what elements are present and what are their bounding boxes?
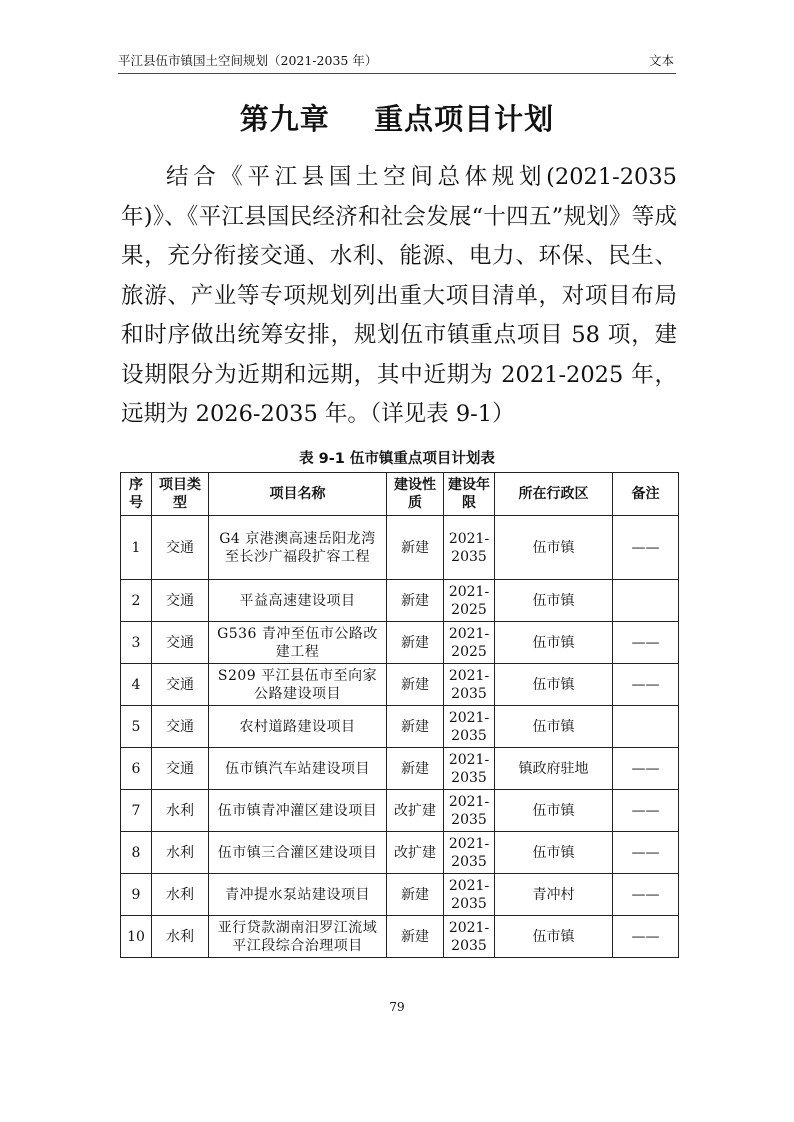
cell-nature: 新建 (387, 748, 444, 790)
col-header-number: 序号 (121, 473, 152, 516)
cell-district: 青冲村 (495, 874, 613, 916)
table-caption: 表 9-1 伍市镇重点项目计划表 (299, 451, 495, 467)
cell-district: 伍市镇 (495, 706, 613, 748)
col-header-remark: 备注 (613, 473, 679, 516)
cell-type: 交通 (152, 706, 209, 748)
cell-remark (613, 580, 679, 622)
body-paragraph: 结合《平江县国土空间总体规划(2021-2035 年)》、《平江县国民经济和社会发展“十四五”规划》等成果，充分衔接交通、水利、能源、电力、环保、民生、旅游、产业等专项规划列出重大项目清单，对项目布局和时序做出统筹安排，规划伍市镇重点项目 58 项，建设期限分为近期和远期，其中近期为 2021-2025 年，远期为 2026-2035 年。（详见表 9-1） (121, 164, 677, 427)
col-header-district: 所在行政区 (495, 473, 613, 516)
col-header-period: 建设年限 (444, 473, 495, 516)
cell-remark: —— (613, 916, 679, 958)
table-row (121, 916, 679, 958)
cell-district: 伍市镇 (495, 832, 613, 874)
cell-number: 6 (121, 748, 152, 790)
project-table (120, 472, 679, 958)
table-row (121, 832, 679, 874)
cell-name: 农村道路建设项目 (209, 706, 387, 748)
cell-period: 2021-2035 (444, 748, 495, 790)
cell-type: 交通 (152, 516, 209, 580)
cell-nature: 新建 (387, 580, 444, 622)
cell-period: 2021-2035 (444, 916, 495, 958)
cell-district: 镇政府驻地 (495, 748, 613, 790)
cell-period: 2021-2025 (444, 580, 495, 622)
cell-period: 2021-2035 (444, 790, 495, 832)
cell-nature: 新建 (387, 874, 444, 916)
cell-remark: —— (613, 516, 679, 580)
cell-name: 亚行贷款湖南汨罗江流域平江段综合治理项目 (209, 916, 387, 958)
cell-district: 伍市镇 (495, 622, 613, 664)
cell-remark: —— (613, 874, 679, 916)
cell-number: 4 (121, 664, 152, 706)
col-header-nature: 建设性质 (387, 473, 444, 516)
cell-name: 青冲提水泵站建设项目 (209, 874, 387, 916)
cell-district: 伍市镇 (495, 580, 613, 622)
cell-number: 10 (121, 916, 152, 958)
cell-number: 7 (121, 790, 152, 832)
table-row (121, 664, 679, 706)
table-row (121, 790, 679, 832)
cell-period: 2021-2035 (444, 706, 495, 748)
cell-number: 9 (121, 874, 152, 916)
cell-nature: 新建 (387, 664, 444, 706)
cell-nature: 新建 (387, 706, 444, 748)
cell-number: 3 (121, 622, 152, 664)
cell-nature: 改扩建 (387, 832, 444, 874)
cell-remark: —— (613, 622, 679, 664)
cell-district: 伍市镇 (495, 790, 613, 832)
cell-nature: 新建 (387, 916, 444, 958)
table-row (121, 874, 679, 916)
cell-remark: —— (613, 748, 679, 790)
cell-type: 水利 (152, 874, 209, 916)
cell-remark: —— (613, 832, 679, 874)
document-title: 平江县伍市镇国土空间规划（2021-2035 年） (118, 53, 378, 68)
col-header-type: 项目类型 (152, 473, 209, 516)
cell-number: 2 (121, 580, 152, 622)
cell-type: 水利 (152, 916, 209, 958)
col-header-name: 项目名称 (209, 473, 387, 516)
cell-district: 伍市镇 (495, 516, 613, 580)
cell-period: 2021-2035 (444, 664, 495, 706)
cell-name: S209 平江县伍市至向家公路建设项目 (209, 664, 387, 706)
cell-type: 交通 (152, 622, 209, 664)
header-section-label: 文本 (648, 53, 674, 68)
cell-name: 伍市镇三合灌区建设项目 (209, 832, 387, 874)
cell-number: 1 (121, 516, 152, 580)
cell-number: 8 (121, 832, 152, 874)
cell-number: 5 (121, 706, 152, 748)
cell-nature: 新建 (387, 516, 444, 580)
cell-type: 交通 (152, 580, 209, 622)
cell-name: 伍市镇汽车站建设项目 (209, 748, 387, 790)
cell-type: 交通 (152, 664, 209, 706)
cell-remark: —— (613, 664, 679, 706)
cell-district: 伍市镇 (495, 916, 613, 958)
table-row (121, 706, 679, 748)
cell-name: 平益高速建设项目 (209, 580, 387, 622)
cell-nature: 改扩建 (387, 790, 444, 832)
cell-name: G4 京港澳高速岳阳龙湾至长沙广福段扩容工程 (209, 516, 387, 580)
page-number: 79 (389, 1000, 405, 1014)
table-row (121, 580, 679, 622)
cell-remark: —— (613, 790, 679, 832)
cell-period: 2021-2025 (444, 622, 495, 664)
cell-period: 2021-2035 (444, 516, 495, 580)
table-row (121, 516, 679, 580)
table-row (121, 622, 679, 664)
cell-period: 2021-2035 (444, 832, 495, 874)
cell-type: 交通 (152, 748, 209, 790)
cell-name: G536 青冲至伍市公路改建工程 (209, 622, 387, 664)
cell-type: 水利 (152, 832, 209, 874)
cell-period: 2021-2035 (444, 874, 495, 916)
page-header (118, 49, 676, 74)
cell-name: 伍市镇青冲灌区建设项目 (209, 790, 387, 832)
cell-type: 水利 (152, 790, 209, 832)
cell-nature: 新建 (387, 622, 444, 664)
chapter-title: 第九章 重点项目计划 (239, 102, 555, 136)
cell-remark (613, 706, 679, 748)
table-row (121, 748, 679, 790)
table-header-row (121, 473, 679, 516)
cell-district: 伍市镇 (495, 664, 613, 706)
